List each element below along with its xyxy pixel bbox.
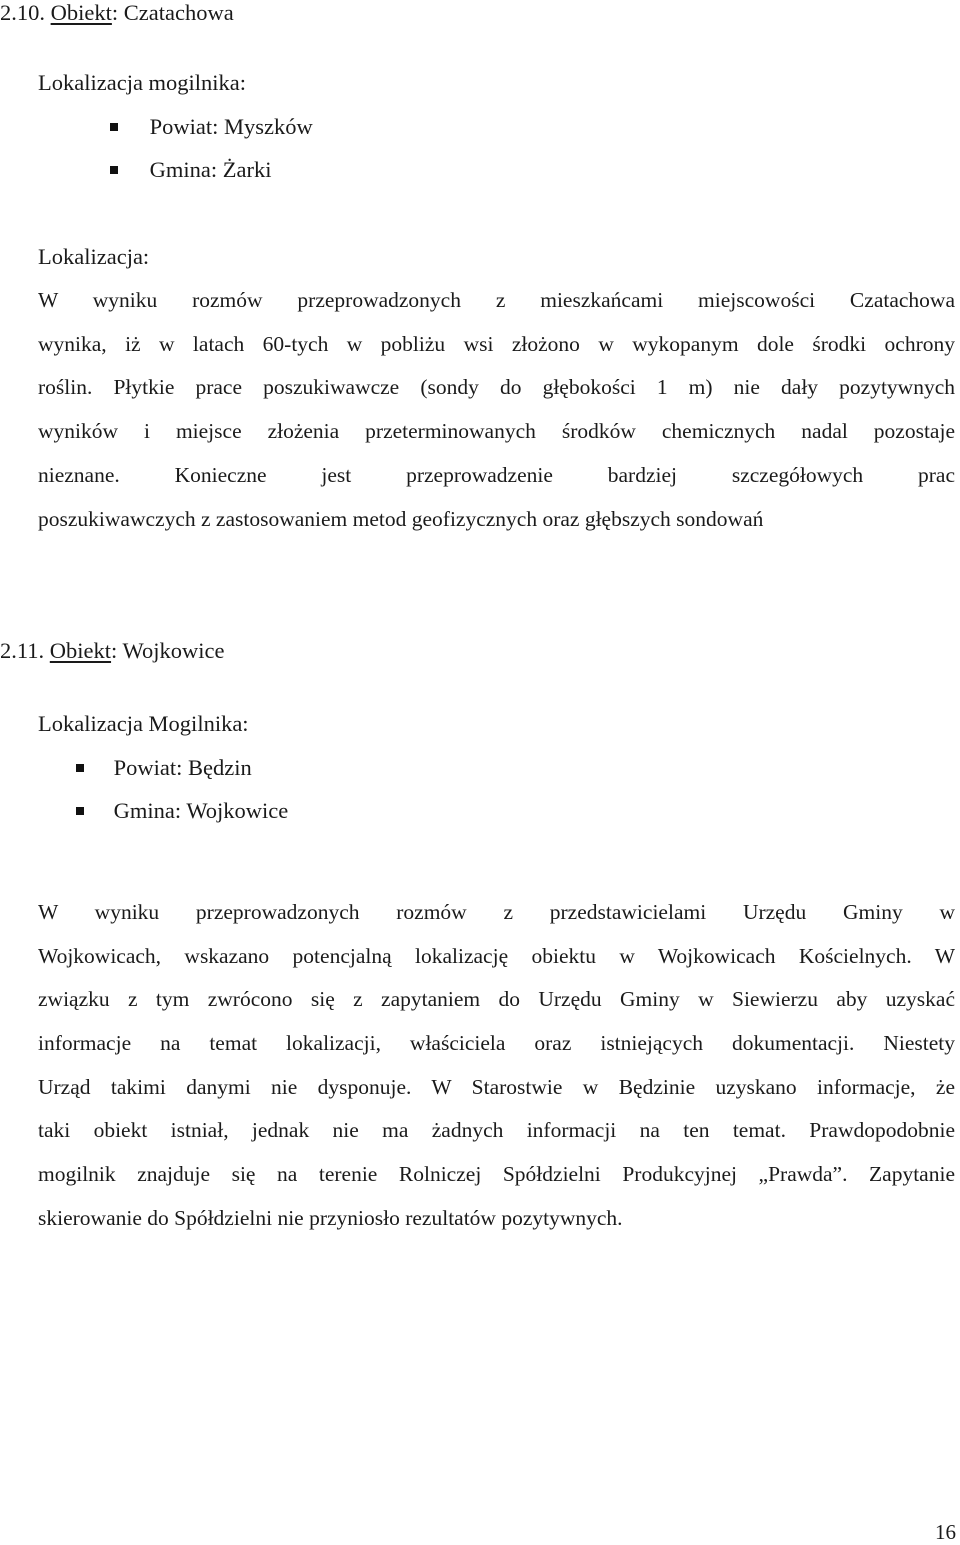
- paragraph-line: wynika, iż w latach 60-tych w pobliżu wsi złożono w wykopanym dole środki ochrony: [38, 332, 955, 356]
- object-label: Obiekt: [50, 0, 112, 25]
- powiat-list-item: [110, 114, 313, 140]
- square-bullet-icon: [110, 166, 118, 174]
- paragraph-line: W wyniku rozmów przeprowadzonych z mieszkańcami miejscowości Czatachowa: [38, 288, 955, 312]
- paragraph-line: wyników i miejsce złożenia przeterminowanych środków chemicznych nadal pozostaje: [38, 419, 955, 443]
- paragraph-line: Wojkowicach, wskazano potencjalną lokalizację obiektu w Wojkowicach Kościelnych. W: [38, 944, 955, 968]
- paragraph-line: informacje na temat lokalizacji, właściciela oraz istniejących dokumentacji. Niestety: [38, 1031, 955, 1055]
- powiat-list-item: [76, 755, 252, 781]
- square-bullet-icon: [76, 807, 84, 815]
- gmina-text: Gmina: Wojkowice: [113, 798, 289, 823]
- paragraph-line: skierowanie do Spółdzielni nie przyniosło rezultatów pozytywnych.: [38, 1206, 623, 1230]
- object-name: : Czatachowa: [111, 0, 234, 25]
- section-2-11-title: [0, 638, 224, 664]
- paragraph-line: mogilnik znajduje się na terenie Rolniczej Spółdzielni Produkcyjnej „Prawda”. Zapytanie: [38, 1162, 955, 1186]
- square-bullet-icon: [110, 123, 118, 131]
- paragraph-line: nieznane. Konieczne jest przeprowadzenie bardziej szczegółowych prac: [38, 463, 955, 487]
- section-number: 2.10.: [0, 0, 45, 25]
- object-label: Obiekt: [49, 638, 112, 663]
- gmina-label: Gmina:: [149, 157, 218, 182]
- gmina-list-item: [110, 157, 271, 183]
- paragraph-line: roślin. Płytkie prace poszukiwawcze (sondy do głębokości 1 m) nie dały pozytywnych: [38, 375, 955, 399]
- page-number: 16: [935, 1520, 956, 1544]
- powiat-value: Myszków: [218, 114, 313, 139]
- powiat-label: Powiat:: [149, 114, 219, 139]
- powiat-text: Powiat: Będzin: [113, 755, 252, 780]
- location-subheading: Lokalizacja:: [38, 244, 150, 269]
- location-heading: Lokalizacja Mogilnika:: [38, 711, 249, 736]
- paragraph-line: Urząd takimi danymi nie dysponuje. W Starostwie w Będzinie uzyskano informacje, że: [38, 1075, 955, 1099]
- gmina-list-item: [76, 798, 288, 824]
- gmina-value: Żarki: [217, 157, 272, 182]
- object-name: : Wojkowice: [111, 638, 225, 663]
- paragraph-line: taki obiekt istniał, jednak nie ma żadnych informacji na ten temat. Prawdopodobnie: [38, 1118, 955, 1142]
- location-heading: Lokalizacja mogilnika:: [38, 70, 247, 95]
- section-number: 2.11.: [0, 638, 45, 663]
- paragraph-line: poszukiwawczych z zastosowaniem metod geofizycznych oraz głębszych sondowań: [38, 507, 764, 531]
- square-bullet-icon: [76, 764, 84, 772]
- section-2-10-title: [0, 0, 234, 26]
- paragraph-line: związku z tym zwrócono się z zapytaniem do Urzędu Gminy w Siewierzu aby uzyskać: [38, 987, 955, 1011]
- paragraph-line: W wyniku przeprowadzonych rozmów z przedstawicielami Urzędu Gminy w: [38, 900, 955, 924]
